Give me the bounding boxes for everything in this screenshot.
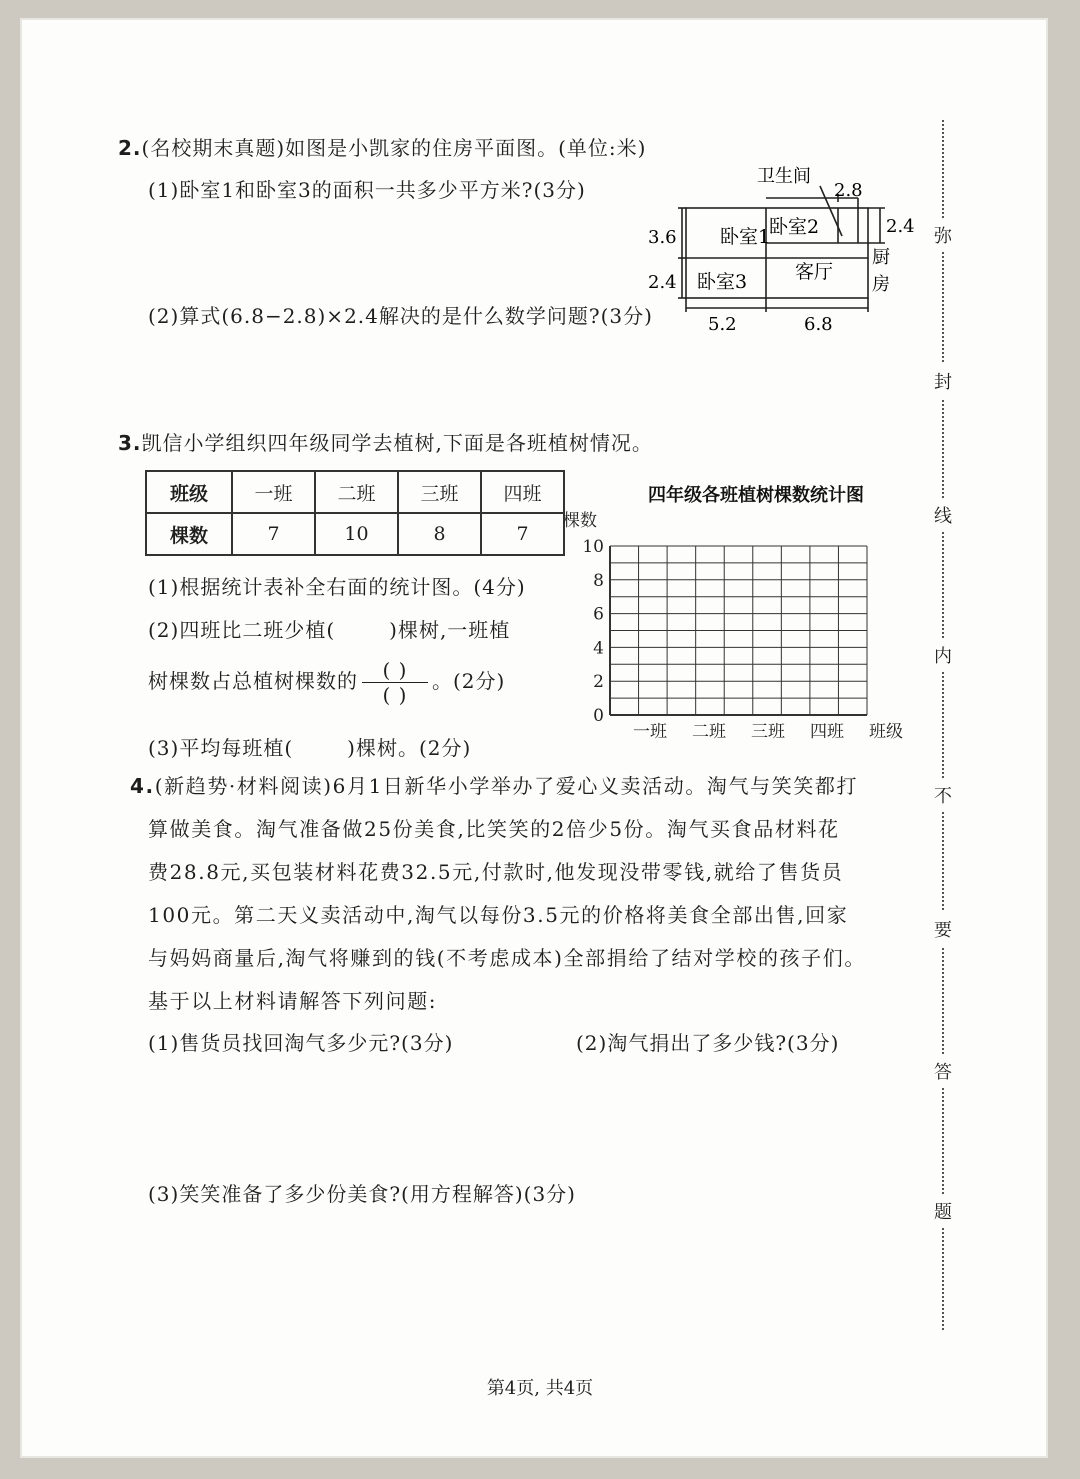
- plan-dim-right: 2.4: [886, 216, 915, 237]
- q4-sub3: (3)笑笑准备了多少份美食?(用方程解答)(3分): [148, 1182, 576, 1206]
- binding-dotted-line: [942, 120, 944, 1330]
- plan-label-kitchen-2: 房: [872, 274, 890, 295]
- q3-stem-text: 凯信小学组织四年级同学去植树,下面是各班植树情况。: [141, 431, 653, 455]
- plan-dim-top: 2.8: [834, 180, 863, 201]
- q3-sub2-line2: [148, 658, 505, 707]
- table-cell: 四班: [481, 471, 564, 513]
- table-header-class: 班级: [146, 471, 232, 513]
- binding-char: 不: [932, 778, 954, 812]
- q4-line-text: (新趋势·材料阅读)6月1日新华小学举办了爱心义卖活动。淘气与笑笑都打: [154, 774, 859, 798]
- binding-char: 弥: [932, 218, 954, 252]
- fraction-denominator: ( ): [382, 683, 408, 707]
- binding-char: 封: [932, 364, 954, 398]
- q4-line: 算做美食。淘气准备做25份美食,比笑笑的2倍少5份。淘气买食品材料花: [148, 817, 840, 841]
- planting-table: [145, 470, 565, 556]
- x-tick-label: 三班: [751, 722, 785, 742]
- x-tick-label: 一班: [633, 722, 667, 742]
- y-tick-label: 6: [593, 604, 604, 625]
- plan-label-kitchen-1: 厨: [872, 247, 890, 268]
- table-cell: 7: [481, 513, 564, 555]
- x-tick-label: 四班: [810, 722, 844, 742]
- table-row: [146, 513, 564, 555]
- q2-sub1: (1)卧室1和卧室3的面积一共多少平方米?(3分): [148, 178, 586, 202]
- q2-stem-text: (名校期末真题)如图是小凯家的住房平面图。(单位:米): [141, 136, 647, 160]
- table-cell: 三班: [398, 471, 481, 513]
- y-tick-label: 4: [593, 638, 604, 659]
- binding-char: 题: [932, 1194, 954, 1228]
- q4-line: 基于以上材料请解答下列问题:: [148, 989, 438, 1013]
- q4-material: [130, 765, 920, 1023]
- q2-stem: [118, 132, 646, 161]
- q3-sub2-c: 树棵数占总植树棵数的: [148, 669, 358, 693]
- table-row: [146, 471, 564, 513]
- table-cell: 一班: [232, 471, 315, 513]
- plan-dim-bottom-right: 6.8: [804, 314, 833, 335]
- q3-sub1: (1)根据统计表补全右面的统计图。(4分): [148, 575, 526, 599]
- binding-char: 答: [932, 1054, 954, 1088]
- plan-label-bathroom: 卫生间: [757, 166, 811, 187]
- chart-title: 四年级各班植树棵数统计图: [648, 485, 864, 506]
- q4-line: 100元。第二天义卖活动中,淘气以每份3.5元的价格将美食全部出售,回家: [148, 903, 849, 927]
- plan-dim-bottom-left: 5.2: [708, 314, 737, 335]
- y-tick-label: 0: [593, 706, 604, 726]
- q3-sub3-a: (3)平均每班植(: [148, 736, 294, 760]
- fraction-numerator: ( ): [362, 658, 428, 683]
- q3-sub2-line1: [148, 614, 510, 643]
- q4-sub1: (1)售货员找回淘气多少元?(3分): [148, 1031, 454, 1055]
- table-header-count: 棵数: [146, 513, 232, 555]
- y-axis-label: 棵数: [563, 511, 597, 531]
- q3-sub2-a: (2)四班比二班少植(: [148, 618, 336, 642]
- table-cell: 二班: [315, 471, 398, 513]
- x-axis-label: 班级: [869, 722, 903, 742]
- plan-label-bedroom3: 卧室3: [697, 271, 748, 293]
- q3-stem: [118, 427, 653, 456]
- q3-sub2-d: 。(2分): [432, 669, 506, 693]
- table-cell: 7: [232, 513, 315, 555]
- y-tick-label: 2: [593, 672, 604, 693]
- q4-line: [130, 765, 920, 808]
- table-cell: 10: [315, 513, 398, 555]
- q4-sub2: (2)淘气捐出了多少钱?(3分): [576, 1031, 840, 1055]
- y-tick-label: 8: [593, 570, 604, 591]
- binding-char: 线: [932, 498, 954, 532]
- plan-label-living-room: 客厅: [795, 261, 834, 283]
- table-cell: 8: [398, 513, 481, 555]
- q3-sub3: [148, 732, 471, 761]
- q3-sub3-b: )棵树。(2分): [347, 736, 472, 760]
- y-tick-label: 10: [582, 537, 604, 557]
- plan-dim-left-bottom: 2.4: [648, 272, 677, 293]
- q2-sub2: (2)算式(6.8−2.8)×2.4解决的是什么数学问题?(3分): [148, 304, 653, 328]
- plan-label-bedroom1: 卧室1: [720, 226, 771, 248]
- fraction-blank[interactable]: [362, 658, 428, 707]
- page-footer: 第4页, 共4页: [486, 1378, 594, 1399]
- plan-dim-left-top: 3.6: [648, 227, 677, 248]
- floor-plan-diagram: [640, 160, 930, 340]
- q3-sub2-b: )棵树,一班植: [389, 618, 511, 642]
- binding-char: 要: [932, 912, 954, 946]
- x-tick-label: 二班: [692, 722, 726, 742]
- q2-number: 2.: [118, 136, 142, 160]
- q4-line: 费28.8元,买包装材料花费32.5元,付款时,他发现没带零钱,就给了售货员: [148, 860, 844, 884]
- q4-line: 与妈妈商量后,淘气将赚到的钱(不考虑成本)全部捐给了结对学校的孩子们。: [148, 946, 866, 970]
- plan-label-bedroom2: 卧室2: [769, 216, 820, 238]
- binding-char: 内: [932, 638, 954, 672]
- bar-chart: [550, 470, 920, 750]
- q3-number: 3.: [118, 431, 142, 455]
- q4-number: 4.: [130, 774, 155, 798]
